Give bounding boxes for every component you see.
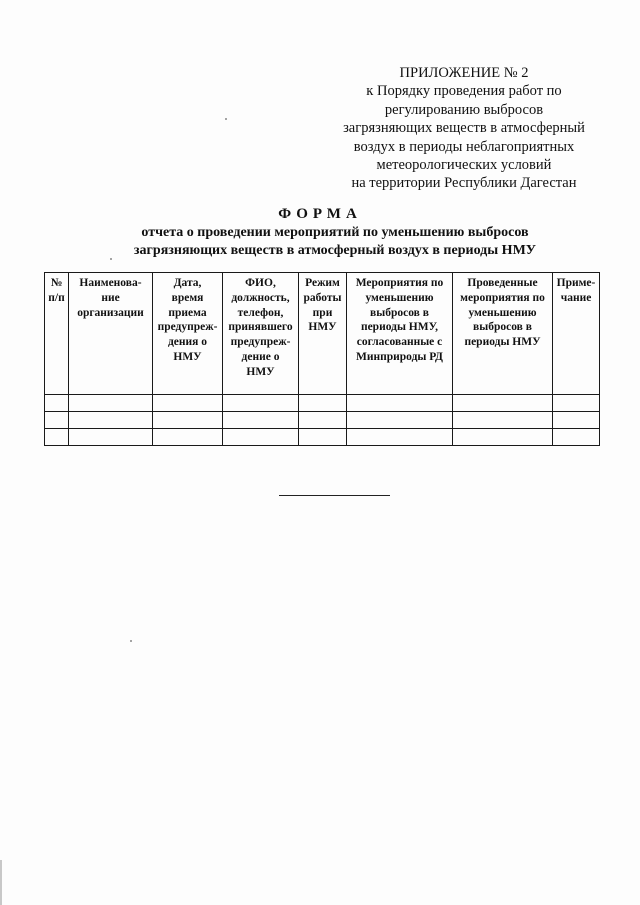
table-cell[interactable]	[69, 429, 153, 446]
table-cell[interactable]	[453, 412, 553, 429]
table-cell[interactable]	[153, 412, 223, 429]
table-row	[45, 429, 600, 446]
form-subtitle-line-1: отчета о проведении мероприятий по уменьшению выбросов	[141, 225, 529, 240]
table-cell[interactable]	[553, 412, 600, 429]
table-cell[interactable]	[45, 395, 69, 412]
table-cell[interactable]	[453, 429, 553, 446]
table-cell[interactable]	[223, 429, 299, 446]
header-note: Приме- чание	[553, 273, 600, 395]
table-cell[interactable]	[223, 395, 299, 412]
header-date-time: Дата, время приема предупреж- дения о НМУ	[153, 273, 223, 395]
table-cell[interactable]	[347, 412, 453, 429]
form-title: ФОРМА	[278, 206, 362, 222]
table-cell[interactable]	[45, 429, 69, 446]
form-subtitle-line-2: загрязняющих веществ в атмосферный воздух в периоды НМУ	[133, 243, 537, 258]
header-performed-measures: Проведенные мероприятия по уменьшению выбросов в периоды НМУ	[453, 273, 553, 395]
table-cell[interactable]	[299, 412, 347, 429]
appendix-line: к Порядку проведения работ по	[366, 83, 562, 100]
table-header-row	[45, 273, 600, 395]
table-cell[interactable]	[69, 395, 153, 412]
header-organization: Наименова- ние организации	[69, 273, 153, 395]
table-row	[45, 412, 600, 429]
appendix-header	[330, 64, 598, 193]
table-cell[interactable]	[299, 429, 347, 446]
table-cell[interactable]	[45, 412, 69, 429]
header-number: № п/п	[45, 273, 69, 395]
table-cell[interactable]	[553, 395, 600, 412]
scan-speck	[130, 640, 132, 642]
table-cell[interactable]	[453, 395, 553, 412]
table-cell[interactable]	[69, 412, 153, 429]
table-cell[interactable]	[153, 395, 223, 412]
table-cell[interactable]	[347, 395, 453, 412]
report-table	[44, 272, 600, 446]
scan-speck	[225, 118, 227, 120]
header-agreed-measures: Мероприятия по уменьшению выбросов в периоды НМУ, согласованные с Минприроды РД	[347, 273, 453, 395]
table-cell[interactable]	[553, 429, 600, 446]
table-cell[interactable]	[223, 412, 299, 429]
table-cell[interactable]	[299, 395, 347, 412]
appendix-line: загрязняющих веществ в атмосферный	[343, 120, 585, 137]
appendix-line: регулированию выбросов	[384, 101, 544, 118]
scan-edge-line	[0, 860, 2, 905]
appendix-line: на территории Республики Дагестан	[351, 175, 577, 192]
header-mode: Режим работы при НМУ	[299, 273, 347, 395]
table-row	[45, 395, 600, 412]
closing-rule-divider	[279, 495, 390, 496]
scan-speck	[110, 258, 112, 260]
table-cell[interactable]	[153, 429, 223, 446]
table-cell[interactable]	[347, 429, 453, 446]
appendix-line: воздух в периоды неблагоприятных	[353, 138, 575, 155]
header-recipient: ФИО, должность, телефон, принявшего предупреж- дение о НМУ	[223, 273, 299, 395]
appendix-line: метеорологических условий	[376, 157, 552, 174]
appendix-line: ПРИЛОЖЕНИЕ № 2	[399, 65, 529, 81]
